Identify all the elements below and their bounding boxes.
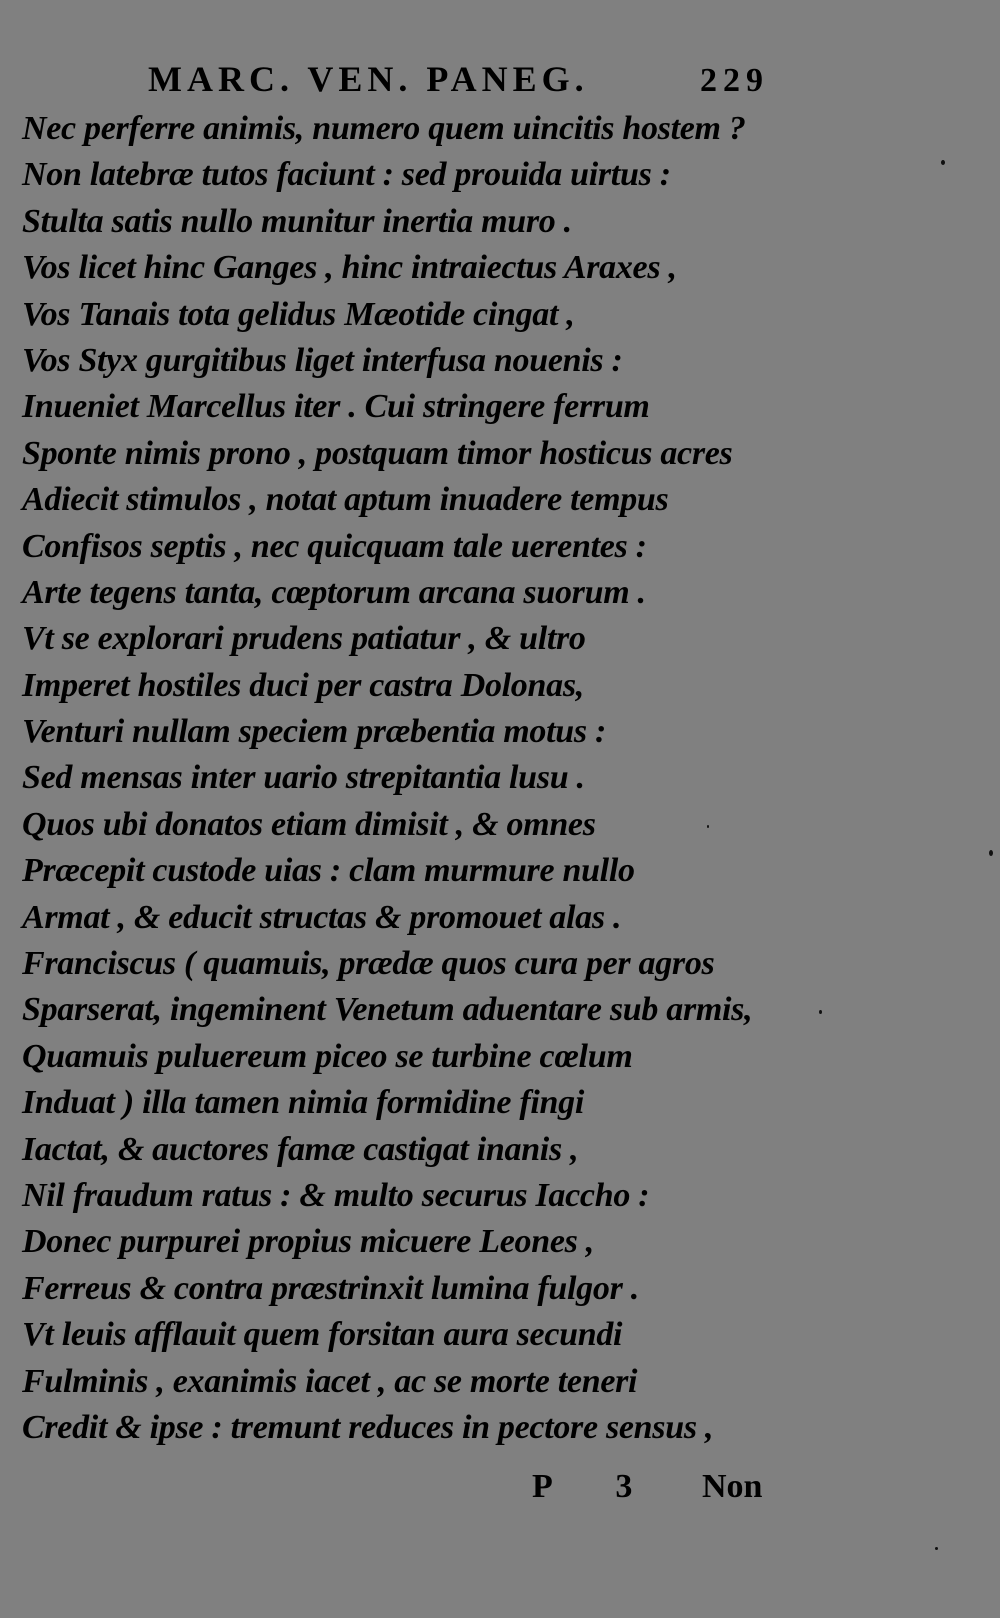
verse-line: Præcepit custode uias : clam murmure nullo: [22, 852, 635, 890]
verse-line: Inueniet Marcellus iter . Cui stringere ferrum: [22, 388, 650, 426]
page-header: [0, 58, 1000, 108]
verse-line: Vt se explorari prudens patiatur , & ultro: [22, 620, 586, 658]
verse-line: Sponte nimis prono , postquam timor hosticus acres: [22, 434, 733, 472]
verse-line: Non latebræ tutos faciunt : sed prouida uirtus :: [22, 156, 671, 194]
verse-line: Stulta satis nullo munitur inertia muro .: [22, 202, 572, 240]
signature-mark: P 3: [532, 1468, 661, 1505]
verse-line: Vos licet hinc Ganges , hinc intraiectus Araxes ,: [22, 249, 677, 287]
scan-speck: [941, 160, 945, 165]
verse-line: Nil fraudum ratus : & multo securus Iaccho :: [22, 1176, 650, 1214]
scan-speck: [935, 1547, 938, 1550]
verse-line: Adiecit stimulos , notat aptum inuadere tempus: [22, 481, 669, 519]
page-footer: [0, 1460, 1000, 1510]
verse-line: Vt leuis afflauit quem forsitan aura secundi: [22, 1316, 623, 1354]
catchword: Non: [702, 1468, 763, 1505]
verse-line: Fulminis , exanimis iacet , ac se morte teneri: [22, 1362, 638, 1400]
verse-line: Armat , & educit structas & promouet alas .: [22, 898, 622, 936]
verse-line: Quos ubi donatos etiam dimisit , & omnes: [22, 805, 596, 843]
verse-line: Vos Tanais tota gelidus Mæotide cingat ,: [22, 295, 575, 333]
verse-line: Vos Styx gurgitibus liget interfusa nouenis :: [22, 341, 623, 379]
running-head: MARC. VEN. PANEG.: [148, 59, 589, 99]
verse-line: Confisos septis , nec quicquam tale uerentes :: [22, 527, 647, 565]
verse-line: Iactat, & auctores famæ castigat inanis ,: [22, 1130, 579, 1168]
verse-line: Venturi nullam speciem præbentia motus :: [22, 713, 607, 751]
verse-line: Donec purpurei propius micuere Leones ,: [22, 1223, 594, 1261]
scan-speck: [989, 850, 993, 856]
verse-line: Arte tegens tanta, cœptorum arcana suorum .: [22, 573, 646, 611]
verse-line: Induat ) illa tamen nimia formidine fingi: [22, 1084, 585, 1122]
verse-line: Quamuis puluereum piceo se turbine cœlum: [22, 1037, 633, 1075]
verse-line: Franciscus ( quamuis, prædæ quos cura per agros: [22, 945, 715, 983]
verse-line: Nec perferre animis, numero quem uincitis hostem ?: [22, 110, 746, 147]
verse-list: [22, 106, 982, 1451]
verse-line: Sed mensas inter uario strepitantia lusu .: [22, 759, 585, 797]
scan-speck: [707, 825, 709, 828]
verse-line: Sparserat, ingeminent Venetum aduentare sub armis,: [22, 991, 753, 1029]
scan-speck: [819, 1010, 822, 1014]
page-number: 229: [700, 62, 769, 99]
verse-line: Ferreus & contra præstrinxit lumina fulgor .: [22, 1269, 639, 1307]
verse-line: Credit & ipse : tremunt reduces in pectore sensus ,: [22, 1408, 714, 1446]
verse-line: Imperet hostiles duci per castra Dolonas,: [22, 666, 584, 704]
